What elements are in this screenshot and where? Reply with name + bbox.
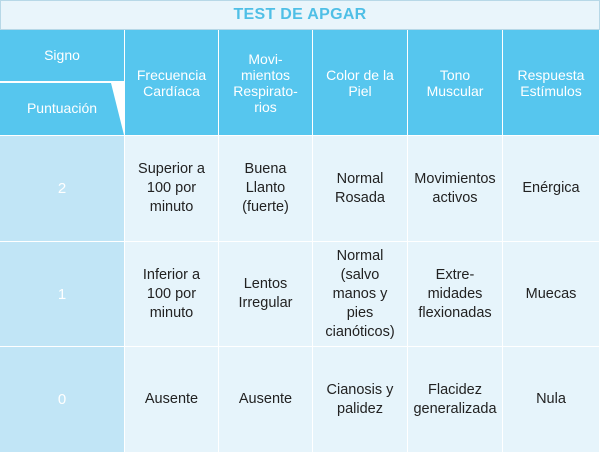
score-cell: 1 xyxy=(0,242,125,347)
corner-label-puntuacion: Puntuación xyxy=(26,100,98,116)
score-cell: 0 xyxy=(0,347,125,453)
score-cell: 2 xyxy=(0,136,125,242)
table-cell: Ausente xyxy=(125,347,219,453)
table-title: TEST DE APGAR xyxy=(0,0,600,30)
corner-header xyxy=(0,30,125,136)
table-cell: Ausente xyxy=(219,347,313,453)
apgar-table xyxy=(0,30,600,453)
table-cell: Flacidez generalizada xyxy=(408,347,503,453)
table-cell: Normal Rosada xyxy=(313,136,408,242)
table-cell: Enérgica xyxy=(503,136,600,242)
table-cell: Buena Llanto (fuerte) xyxy=(219,136,313,242)
table-cell: Nula xyxy=(503,347,600,453)
table-cell: Inferior a 100 por minuto xyxy=(125,242,219,347)
column-header: Color de la Piel xyxy=(313,30,408,136)
table-cell: Extre- midades flexionadas xyxy=(408,242,503,347)
column-header: Movi- mientos Respirato- rios xyxy=(219,30,313,136)
column-header: Respuesta Estímulos xyxy=(503,30,600,136)
corner-label-signo: Signo xyxy=(44,47,80,63)
column-header: Frecuencia Cardíaca xyxy=(125,30,219,136)
table-cell: Cianosis y palidez xyxy=(313,347,408,453)
table-cell: Lentos Irregular xyxy=(219,242,313,347)
corner-shape xyxy=(0,30,125,136)
table-cell: Movimientos activos xyxy=(408,136,503,242)
table-cell: Muecas xyxy=(503,242,600,347)
column-header: Tono Muscular xyxy=(408,30,503,136)
table-cell: Normal (salvo manos y pies cianóticos) xyxy=(313,242,408,347)
table-cell: Superior a 100 por minuto xyxy=(125,136,219,242)
